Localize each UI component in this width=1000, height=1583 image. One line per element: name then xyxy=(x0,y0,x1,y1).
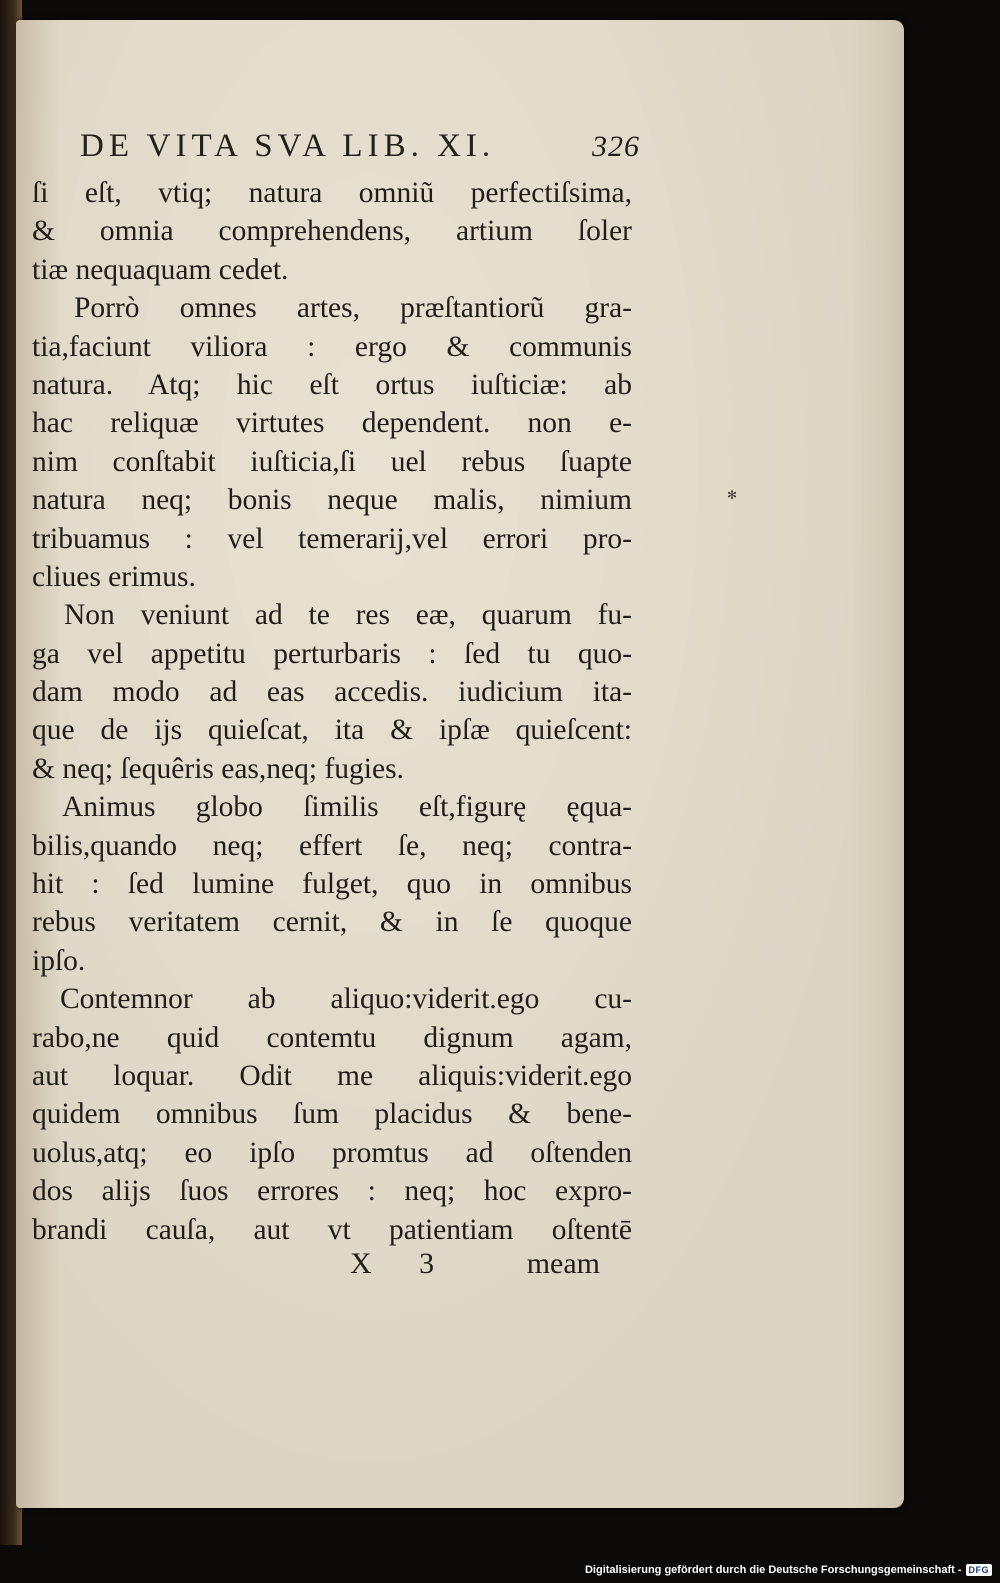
text-line: ga vel appetitu perturbaris : ſed tu quo- xyxy=(32,637,632,670)
text-line: dos alijs ſuos errores : neq; hoc expro- xyxy=(32,1175,632,1208)
digitization-credit xyxy=(585,1560,992,1580)
text-line: Animus globo ſimilis eſt,figurę ęqua- xyxy=(62,791,632,824)
page-speck: ✻ xyxy=(727,488,738,502)
running-head-title: DE VITA SVA LIB. XI. xyxy=(80,128,496,164)
running-head xyxy=(80,128,640,168)
page-number: 326 xyxy=(592,130,640,163)
credit-text: Digitalisierung gefördert durch die Deutsche Forschungsgemeinschaft - xyxy=(584,1564,962,1576)
text-line: Contemnor ab aliquo:viderit.ego cu- xyxy=(60,983,632,1016)
text-line: Non veniunt ad te res eæ, quarum fu- xyxy=(64,599,632,632)
text-line: natura. Atq; hic eſt ortus iuſticiæ: ab xyxy=(32,368,632,401)
text-line: ſi eſt, vtiq; natura omniũ perfectiſsima, xyxy=(32,177,632,209)
signature-mark: X 3 xyxy=(350,1247,455,1280)
text-line: natura neq; bonis neque malis, nimium xyxy=(32,484,632,517)
text-line: bilis,quando neq; effert ſe, neq; contra- xyxy=(32,829,632,862)
text-line: dam modo ad eas accedis. iudicium ita- xyxy=(32,676,632,709)
text-line: brandi cauſa, aut vt patientiam oſtentē xyxy=(32,1213,632,1246)
text-line: rebus veritatem cernit, & in ſe quoque xyxy=(32,906,632,939)
text-line: tiæ nequaquam cedet. xyxy=(32,253,289,286)
text-line: cliues erimus. xyxy=(32,560,196,593)
text-line: Porrò omnes artes, præſtantiorũ gra- xyxy=(74,292,632,325)
dfg-logo: DFG xyxy=(966,1564,993,1576)
text-line: aut loquar. Odit me aliquis:viderit.ego xyxy=(32,1059,632,1092)
text-line: hac reliquæ virtutes dependent. non e- xyxy=(32,407,632,440)
text-line: hit : ſed lumine fulget, quo in omnibus xyxy=(32,868,632,901)
body-text xyxy=(32,174,632,1249)
text-line: rabo,ne quid contemtu dignum agam, xyxy=(32,1021,632,1054)
text-line: ipſo. xyxy=(32,944,86,977)
text-line: uolus,atq; eo ipſo promtus ad oſtenden xyxy=(32,1136,632,1169)
catchline xyxy=(350,1247,600,1285)
text-line: tribuamus : vel temerarij,vel errori pro- xyxy=(32,522,632,555)
text-line: que de ijs quieſcat, ita & ipſæ quieſcent: xyxy=(32,714,632,747)
text-line: quidem omnibus ſum placidus & bene- xyxy=(32,1098,632,1131)
text-line: & neq; ſequêris eas,neq; fugies. xyxy=(32,752,404,785)
text-line: nim conſtabit iuſticia,ſi uel rebus ſuapte xyxy=(32,445,632,478)
text-line: tia,faciunt viliora : ergo & communis xyxy=(32,330,632,363)
catchword: meam xyxy=(526,1247,600,1280)
text-line: & omnia comprehendens, artium ſoler xyxy=(32,215,632,248)
